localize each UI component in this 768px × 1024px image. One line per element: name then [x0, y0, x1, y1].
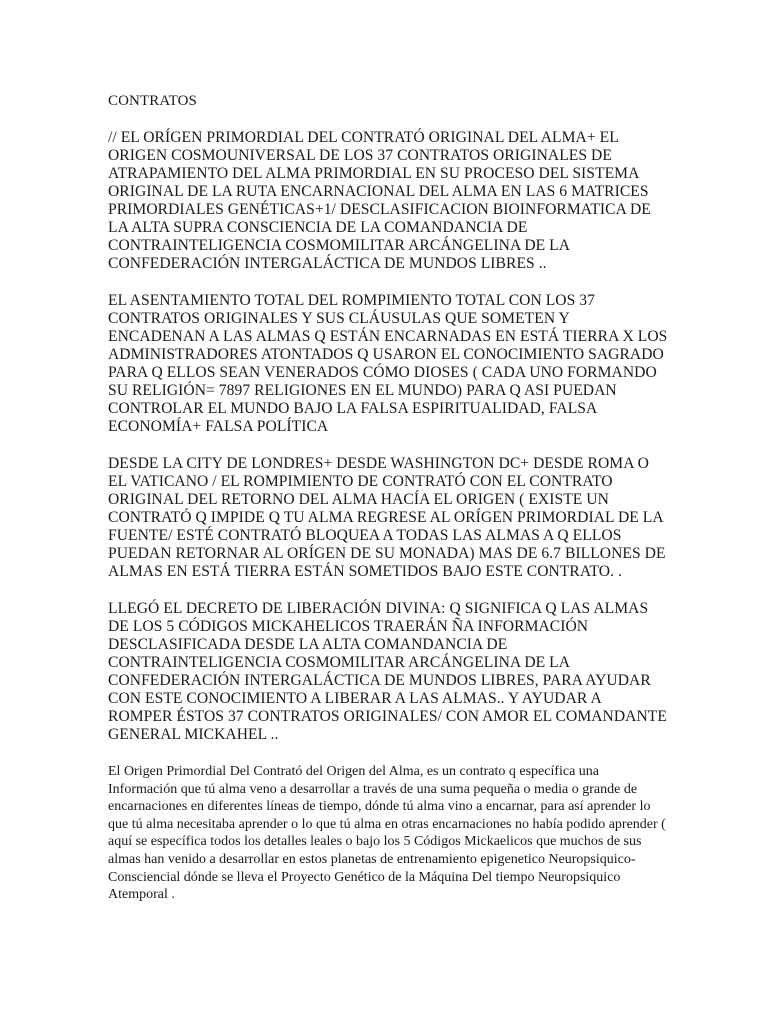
document-title: CONTRATOS — [108, 93, 197, 109]
paragraph-origin: // EL ORÍGEN PRIMORDIAL DEL CONTRATÓ ORIGINAL DEL ALMA+ EL ORIGEN COSMOUNIVERSAL DE LOS 37 CONTRATOS ORIGINALES DE ATRAPAMIENTO DEL ALMA PRIMORDIAL EN SU PROCESO DEL SISTEMA ORIGINAL DE LA RUTA ENCARNACIONAL DEL ALMA EN LAS 6 MATRICES PRIMORDIALES GENÉTICAS+1/ DESCLASIFICACION BIOINFORMATICA DE LA ALTA SUPRA CONSCIENCIA DE LA COMANDANCIA DE CONTRAINTELIGENCIA COSMOMILITAR ARCÁNGELINA DE LA CONFEDERACIÓN INTERGALÁCTICA DE MUNDOS LIBRES .. — [108, 129, 651, 272]
paragraph-settlement: EL ASENTAMIENTO TOTAL DEL ROMPIMIENTO TOTAL CON LOS 37 CONTRATOS ORIGINALES Y SUS CLÁUSULAS QUE SOMETEN Y ENCADENAN A LAS ALMAS Q ESTÁN ENCARNADAS EN ESTÁ TIERRA X LOS ADMINISTRADORES ATONTADOS Q USARON EL CONOCIMIENTO SAGRADO PARA Q ELLOS SEAN VENERADOS CÓMO DIOSES ( CADA UNO FORMANDO SU RELIGIÓN= 7897 RELIGIONES EN EL MUNDO) PARA Q ASI PUEDAN CONTROLAR EL MUNDO BAJO LA FALSA ESPIRITUALIDAD, FALSA ECONOMÍA+ FALSA POLÍTICA — [108, 292, 668, 435]
paragraph-decree: LLEGÓ EL DECRETO DE LIBERACIÓN DIVINA: Q SIGNIFICA Q LAS ALMAS DE LOS 5 CÓDIGOS MICKAHELICOS TRAERÁN ÑA INFORMACIÓN DESCLASIFICADA DESDE LA ALTA COMANDANCIA DE CONTRAINTELIGENCIA COSMOMILITAR ARCÁNGELINA DE LA CONFEDERACIÓN INTERGALÁCTICA DE MUNDOS LIBRES, PARA AYUDAR CON ESTE CONOCIMIENTO A LIBERAR A LAS ALMAS.. Y AYUDAR A ROMPER ÉSTOS 37 CONTRATOS ORIGINALES/ CON AMOR EL COMANDANTE GENERAL MICKAHEL .. — [108, 600, 667, 743]
paragraph-primordial-origin: El Origen Primordial Del Contrató del Origen del Alma, es un contrato q específica una Información que tú alma veno a desarrollar a través de una suma pequeña o media o grande de encarnaciones en diferentes líneas de tiempo, dónde tú alma vino a encarnar, para así aprender lo que tú alma necesitaba aprender o lo que tú alma en otras encarnaciones no había podido aprender ( aquí se específica todos los detalles leales o bajo los 5 Códigos Mickaelicos que muchos de sus almas han venido a desarrollar en estos planetas de entrenamiento epigenetico Neuropsiquico-Consciencial dónde se lleva el Proyecto Genético de la Máquina Del tiempo Neuropsiquico Atemporal . — [108, 764, 666, 903]
paragraph-city-of-london: DESDE LA CITY DE LONDRES+ DESDE WASHINGTON DC+ DESDE ROMA O EL VATICANO / EL ROMPIMIENTO DE CONTRATÓ CON EL CONTRATO ORIGINAL DEL RETORNO DEL ALMA HACÍA EL ORIGEN ( EXISTE UN CONTRATÓ Q IMPIDE Q TU ALMA REGRESE AL ORÍGEN PRIMORDIAL DE LA FUENTE/ ESTÉ CONTRATÓ BLOQUEA A TODAS LAS ALMAS A Q ELLOS PUEDAN RETORNAR AL ORÍGEN DE SU MONADA) MAS DE 6.7 BILLONES DE ALMAS EN ESTÁ TIERRA ESTÁN SOMETIDOS BAJO ESTE CONTRATO. . — [108, 455, 666, 580]
